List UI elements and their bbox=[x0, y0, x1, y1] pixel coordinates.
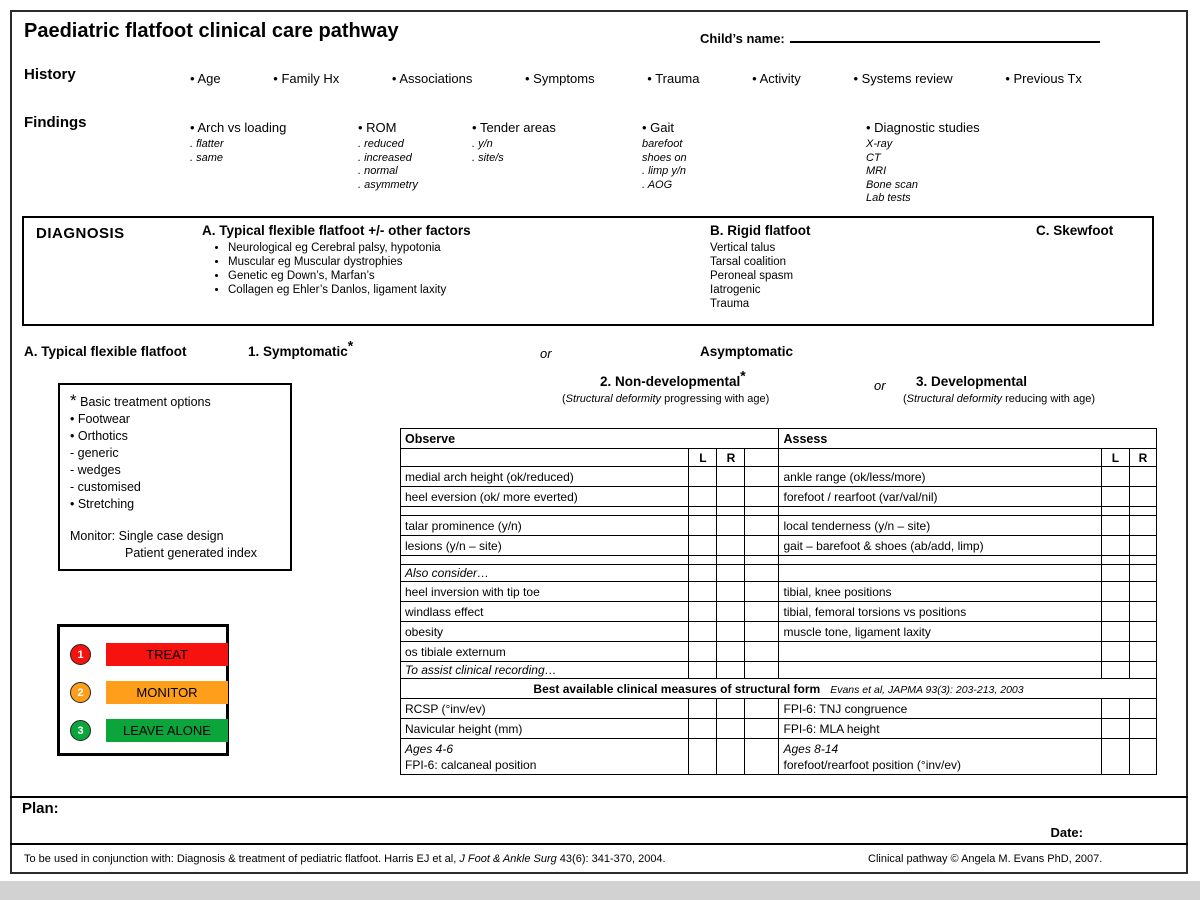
assess-item: forefoot / rearfoot (var/val/nil) bbox=[779, 487, 1101, 507]
fill-cell[interactable] bbox=[1129, 719, 1156, 739]
finding-item: . AOG bbox=[642, 178, 673, 191]
note-row bbox=[401, 662, 1157, 679]
fill-cell[interactable] bbox=[689, 602, 717, 622]
diagnosis-a-item: • Neurological eg Cerebral palsy, hypotonia bbox=[228, 241, 682, 255]
fill-cell[interactable] bbox=[717, 536, 745, 556]
fill-cell[interactable] bbox=[1129, 602, 1156, 622]
asterisk: * bbox=[347, 337, 354, 354]
observe-item: heel inversion with tip toe bbox=[401, 582, 689, 602]
assess-item: ankle range (ok/less/more) bbox=[779, 467, 1101, 487]
finding-item: . same bbox=[190, 151, 224, 164]
treat-label: TREAT bbox=[106, 643, 228, 666]
col-l-header: L bbox=[1101, 449, 1129, 467]
finding-group-title: • ROM bbox=[358, 120, 418, 135]
finding-item: MRI bbox=[866, 165, 887, 177]
diagnosis-c-title: C. Skewfoot bbox=[1036, 223, 1114, 238]
finding-item: . site/s bbox=[472, 151, 504, 164]
fill-cell[interactable] bbox=[1129, 487, 1156, 507]
table-row bbox=[401, 699, 1157, 719]
observe-item: windlass effect bbox=[401, 602, 689, 622]
section-a-title: A. Typical flexible flatfoot bbox=[24, 344, 187, 359]
table-row bbox=[401, 536, 1157, 556]
copyright-note: Clinical pathway © Angela M. Evans PhD, 2007. bbox=[868, 853, 1103, 865]
leave-alone-number-badge: 3 bbox=[70, 720, 91, 741]
monitor-label: MONITOR bbox=[106, 681, 228, 704]
table-row bbox=[401, 622, 1157, 642]
developmental-title: 3. Developmental bbox=[916, 374, 1028, 389]
fill-cell[interactable] bbox=[689, 582, 717, 602]
finding-item: . normal bbox=[358, 165, 398, 177]
history-item: • Associations bbox=[392, 71, 472, 86]
history-item: • Family Hx bbox=[273, 71, 339, 86]
assess-item: tibial, femoral torsions vs positions bbox=[779, 602, 1101, 622]
table-header-row bbox=[401, 429, 1157, 449]
fill-cell[interactable] bbox=[717, 602, 745, 622]
findings-label: Findings bbox=[24, 114, 87, 131]
assess-header: Assess bbox=[779, 429, 1157, 449]
fill-cell[interactable] bbox=[689, 642, 717, 662]
fill-cell[interactable] bbox=[1101, 582, 1129, 602]
table-row bbox=[401, 582, 1157, 602]
page-title: Paediatric flatfoot clinical care pathway bbox=[24, 20, 399, 42]
fill-cell[interactable] bbox=[1129, 467, 1156, 487]
fill-cell[interactable] bbox=[1101, 739, 1129, 775]
ages-row bbox=[401, 739, 1157, 775]
finding-group-diagnostic-studies bbox=[866, 120, 980, 206]
treatment-item: • Orthotics bbox=[70, 429, 128, 443]
finding-group-arch bbox=[190, 120, 286, 165]
finding-item: . limp y/n bbox=[642, 165, 687, 177]
measures-citation: Evans et al, JAPMA 93(3): 203-213, 2003 bbox=[830, 683, 1024, 696]
finding-group-tender bbox=[472, 120, 556, 165]
fill-cell[interactable] bbox=[717, 516, 745, 536]
asymptomatic-label: Asymptomatic bbox=[700, 344, 794, 359]
fill-cell[interactable] bbox=[1129, 699, 1156, 719]
finding-item: Lab tests bbox=[866, 192, 911, 204]
age-range: Ages 8-14 bbox=[783, 741, 839, 756]
treatment-item: - wedges bbox=[70, 463, 121, 477]
legend-row-monitor bbox=[70, 675, 226, 713]
fill-cell[interactable] bbox=[1101, 467, 1129, 487]
asterisk: * bbox=[740, 367, 746, 384]
col-r-header: R bbox=[1129, 449, 1156, 467]
fill-cell[interactable] bbox=[717, 719, 745, 739]
finding-item: . flatter bbox=[190, 138, 224, 150]
history-label: History bbox=[24, 66, 76, 83]
observe-item: RCSP (°inv/ev) bbox=[401, 699, 689, 719]
history-item: • Systems review bbox=[853, 71, 952, 86]
treatment-title: * Basic treatment options bbox=[70, 391, 211, 410]
finding-group-gait bbox=[642, 120, 687, 192]
observe-item: heel eversion (ok/ more everted) bbox=[401, 487, 689, 507]
spacer-row bbox=[401, 507, 1157, 516]
diagnosis-b-item: Peroneal spasm bbox=[710, 270, 794, 282]
bottom-scan-artifact bbox=[0, 881, 1200, 900]
or-label: or bbox=[874, 378, 886, 393]
fill-cell[interactable] bbox=[717, 487, 745, 507]
treatment-item: • Stretching bbox=[70, 497, 135, 511]
fill-cell[interactable] bbox=[1101, 699, 1129, 719]
finding-item: . reduced bbox=[358, 138, 404, 150]
fill-cell[interactable] bbox=[1101, 602, 1129, 622]
fill-cell[interactable] bbox=[1129, 536, 1156, 556]
monitor-number-badge: 2 bbox=[70, 682, 91, 703]
fill-cell[interactable] bbox=[689, 622, 717, 642]
fill-cell[interactable] bbox=[1101, 622, 1129, 642]
treatment-item: - customised bbox=[70, 480, 141, 494]
finding-item: shoes on bbox=[642, 151, 687, 164]
fill-cell[interactable] bbox=[1129, 622, 1156, 642]
history-item: • Trauma bbox=[647, 71, 699, 86]
diagnosis-a bbox=[202, 223, 682, 297]
monitor-line-2: Patient generated index bbox=[125, 546, 258, 560]
observe-header: Observe bbox=[401, 429, 779, 449]
col-l-header: L bbox=[689, 449, 717, 467]
diagnosis-b bbox=[710, 223, 810, 311]
col-r-header: R bbox=[717, 449, 745, 467]
treatment-item: • Footwear bbox=[70, 412, 130, 426]
age-range: Ages 4-6 bbox=[405, 741, 454, 756]
finding-item: Bone scan bbox=[866, 178, 918, 191]
finding-group-title: • Tender areas bbox=[472, 120, 556, 135]
finding-item: CT bbox=[866, 151, 881, 164]
spacer-row bbox=[401, 556, 1157, 565]
fill-cell[interactable] bbox=[689, 739, 717, 775]
non-developmental-title: 2. Non-developmental* bbox=[600, 367, 746, 389]
finding-group-title: • Diagnostic studies bbox=[866, 120, 980, 135]
childs-name-label: Child’s name: bbox=[700, 31, 785, 46]
assess-item: local tenderness (y/n – site) bbox=[779, 516, 1101, 536]
fill-cell[interactable] bbox=[1101, 719, 1129, 739]
usage-note: To be used in conjunction with: Diagnosis & treatment of pediatric flatfoot. Harris EJ et al, J Foot & Ankle Surg 43(6): 341-370, 2004. bbox=[24, 853, 666, 865]
diagnosis-label: DIAGNOSIS bbox=[36, 225, 125, 242]
diagnosis-a-item: • Collagen eg Ehler’s Danlos, ligament laxity bbox=[228, 283, 682, 297]
fill-cell[interactable] bbox=[1101, 642, 1129, 662]
assess-item: muscle tone, ligament laxity bbox=[779, 622, 1101, 642]
diagnosis-a-item: • Muscular eg Muscular dystrophies bbox=[228, 255, 682, 269]
fill-cell[interactable] bbox=[717, 582, 745, 602]
table-row bbox=[401, 487, 1157, 507]
fill-cell[interactable] bbox=[689, 719, 717, 739]
diagnosis-b-item: Trauma bbox=[710, 298, 750, 310]
observe-item: obesity bbox=[401, 622, 689, 642]
history-item: • Activity bbox=[752, 71, 801, 86]
assess-item bbox=[779, 642, 1101, 662]
fill-cell[interactable] bbox=[1101, 516, 1129, 536]
observe-item: medial arch height (ok/reduced) bbox=[401, 467, 689, 487]
diagnosis-a-item: • Genetic eg Down’s, Marfan’s bbox=[228, 269, 682, 283]
finding-group-rom bbox=[358, 120, 418, 192]
table-row bbox=[401, 602, 1157, 622]
symptomatic-label: 1. Symptomatic* bbox=[248, 337, 354, 359]
date-label: Date: bbox=[1050, 825, 1083, 840]
fill-cell[interactable] bbox=[717, 642, 745, 662]
or-label: or bbox=[540, 346, 552, 361]
table-row bbox=[401, 516, 1157, 536]
history-items bbox=[190, 71, 1082, 86]
monitor-line-1: Monitor: Single case design bbox=[70, 529, 224, 543]
finding-item: X-ray bbox=[866, 138, 893, 150]
finding-group-title: • Arch vs loading bbox=[190, 120, 286, 135]
also-consider-note: Also consider… bbox=[401, 565, 689, 582]
non-developmental-subtitle: (Structural deformity progressing with age) bbox=[562, 393, 770, 405]
legend-row-treat bbox=[70, 637, 226, 675]
observe-item: talar prominence (y/n) bbox=[401, 516, 689, 536]
assess-item: FPI-6: MLA height bbox=[779, 719, 1101, 739]
lr-header-row bbox=[401, 449, 1157, 467]
finding-item: . increased bbox=[358, 151, 412, 164]
finding-item: barefoot bbox=[642, 138, 683, 150]
measures-banner-row bbox=[401, 679, 1157, 699]
assess-item: FPI-6: TNJ congruence bbox=[779, 699, 1101, 719]
fill-cell[interactable] bbox=[689, 699, 717, 719]
diagnosis-a-title: A. Typical flexible flatfoot +/- other factors bbox=[202, 223, 471, 238]
finding-item: . asymmetry bbox=[358, 178, 418, 191]
diagnosis-b-item: Vertical talus bbox=[710, 242, 776, 254]
fill-cell[interactable] bbox=[1129, 739, 1156, 775]
childs-name-row bbox=[700, 30, 1100, 46]
asterisk: * bbox=[70, 391, 77, 410]
observe-item: Navicular height (mm) bbox=[401, 719, 689, 739]
history-item: • Age bbox=[190, 71, 221, 86]
fill-cell[interactable] bbox=[689, 467, 717, 487]
treat-number-badge: 1 bbox=[70, 644, 91, 665]
table-row bbox=[401, 719, 1157, 739]
fill-cell[interactable] bbox=[689, 487, 717, 507]
treatment-item: - generic bbox=[70, 446, 119, 460]
fill-cell[interactable] bbox=[717, 467, 745, 487]
history-item: • Symptoms bbox=[525, 71, 595, 86]
developmental-subtitle: (Structural deformity reducing with age) bbox=[903, 393, 1095, 405]
finding-group-title: • Gait bbox=[642, 120, 687, 135]
diagnosis-b-title: B. Rigid flatfoot bbox=[710, 223, 811, 238]
plan-field[interactable] bbox=[10, 796, 1188, 845]
fill-cell[interactable] bbox=[689, 516, 717, 536]
observe-assess-section bbox=[400, 428, 1157, 775]
diagnosis-b-item: Tarsal coalition bbox=[710, 256, 787, 268]
table-row bbox=[401, 467, 1157, 487]
assess-item: tibial, knee positions bbox=[779, 582, 1101, 602]
finding-item: . y/n bbox=[472, 138, 493, 150]
table-row bbox=[401, 642, 1157, 662]
fill-cell[interactable] bbox=[1101, 536, 1129, 556]
basic-treatment-options-box bbox=[58, 383, 292, 571]
note-row bbox=[401, 565, 1157, 582]
triage-legend bbox=[57, 624, 229, 756]
leave-alone-label: LEAVE ALONE bbox=[106, 719, 228, 742]
childs-name-field[interactable] bbox=[790, 30, 1100, 43]
fill-cell[interactable] bbox=[1101, 487, 1129, 507]
fill-cell[interactable] bbox=[717, 699, 745, 719]
observe-item: lesions (y/n – site) bbox=[401, 536, 689, 556]
fill-cell[interactable] bbox=[689, 536, 717, 556]
history-item: • Previous Tx bbox=[1005, 71, 1082, 86]
measures-banner-title: Best available clinical measures of structural form bbox=[533, 681, 821, 696]
diagnosis-b-item: Iatrogenic bbox=[710, 284, 761, 296]
assess-item: Ages 8-14 forefoot/rearfoot position (°inv/ev) bbox=[779, 739, 1101, 775]
fill-cell[interactable] bbox=[1129, 516, 1156, 536]
plan-label: Plan: bbox=[22, 800, 59, 817]
assess-item: gait – barefoot & shoes (ab/add, limp) bbox=[779, 536, 1101, 556]
observe-item: os tibiale externum bbox=[401, 642, 689, 662]
observe-assess-table bbox=[400, 428, 1157, 775]
fill-cell[interactable] bbox=[1129, 642, 1156, 662]
observe-item: Ages 4-6 FPI-6: calcaneal position bbox=[401, 739, 689, 775]
clinical-recording-note: To assist clinical recording… bbox=[401, 662, 689, 679]
fill-cell[interactable] bbox=[717, 739, 745, 775]
fill-cell[interactable] bbox=[717, 622, 745, 642]
fill-cell[interactable] bbox=[1129, 582, 1156, 602]
diagnosis-box bbox=[22, 216, 1154, 326]
legend-row-leave-alone bbox=[70, 713, 226, 751]
